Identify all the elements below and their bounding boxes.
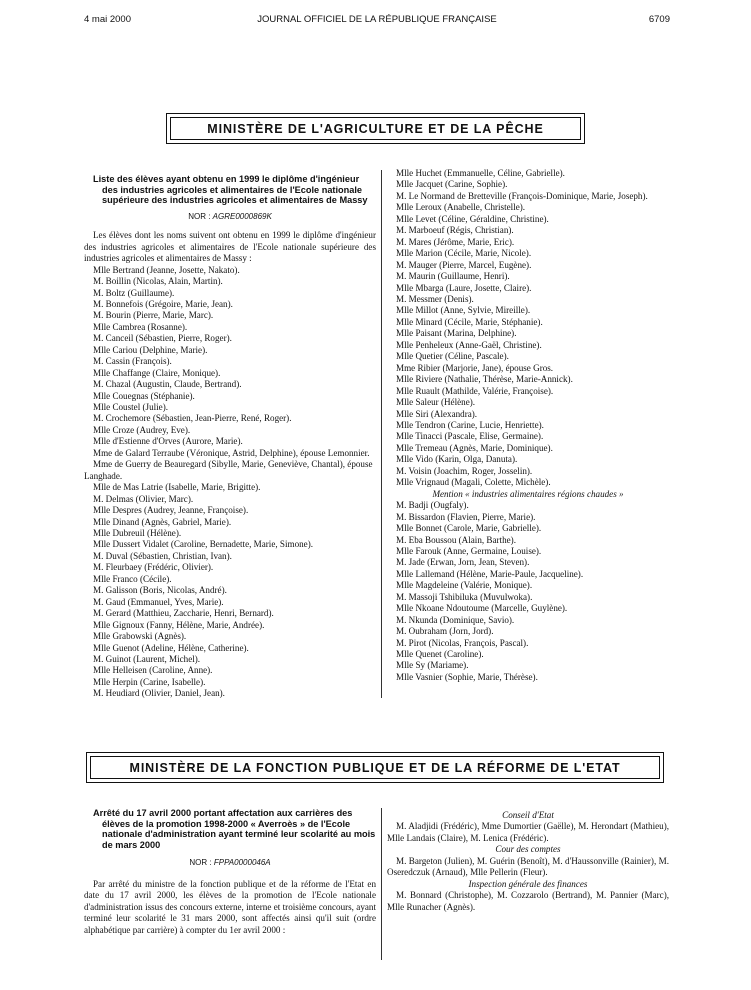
list-item: Mme de Guerry de Beauregard (Sibylle, Marie, Geneviève, Chantal), épouse Langhade. — [84, 459, 373, 481]
list-item: Mlle Jacquet (Carine, Sophie). — [396, 179, 508, 190]
nor-code: AGRE0000869K — [212, 211, 272, 221]
decree1-nor — [84, 211, 376, 222]
list-item: M. Voisin (Joachim, Roger, Josselin). — [396, 465, 533, 476]
section-heading: Cour des comptes — [495, 844, 561, 855]
list-item: M. Heudiard (Olivier, Daniel, Jean). — [93, 688, 225, 699]
nor-code: FPPA0000046A — [213, 858, 271, 868]
ministry-title: MINISTÈRE DE L'AGRICULTURE ET DE LA PÊCHE — [170, 117, 581, 140]
list-item: M. Bonnefois (Grégoire, Marie, Jean). — [93, 298, 233, 309]
list-item: Mlle Croze (Audrey, Eve). — [93, 424, 191, 435]
mention-name-list — [387, 500, 669, 683]
list-item: Mlle Dussert Vidalet (Caroline, Bernadette, Marie, Simone). — [93, 539, 314, 550]
section-heading: Inspection générale des finances — [468, 878, 588, 889]
list-item: M. Mauger (Pierre, Marcel, Eugène). — [396, 259, 532, 270]
list-item: Mlle Lallemand (Hélène, Marie-Paule, Jacqueline). — [396, 568, 584, 579]
decree2-right-column — [387, 810, 669, 913]
decree2-intro: Par arrêté du ministre de la fonction publique et de la réforme de l'Etat en date du 17 avril 2000, les élèves de la promotion de l'Ecole nationale d'administration issus des concours externe, interne et troisième concours, ayant terminé leur scolarité le 31 mars 2000, sont affectés ainsi qu'il suit (ordre alphabétique par carrière) à compter du 1er avril 2000 : — [84, 878, 376, 935]
list-item: M. Guinot (Laurent, Michel). — [93, 654, 201, 664]
right-name-list — [387, 168, 669, 489]
list-item: Mlle Despres (Audrey, Jeanne, Françoise). — [93, 505, 249, 516]
list-item: M. Boillin (Nicolas, Alain, Martin). — [93, 276, 223, 287]
list-item: Mlle Helleisen (Caroline, Anne). — [93, 665, 213, 676]
decree2-left-column — [84, 808, 376, 936]
list-item: Mlle Saleur (Hélène). — [396, 397, 476, 408]
list-item: Mlle Vido (Karin, Olga, Danuta). — [396, 454, 518, 465]
nor-label: NOR : — [189, 858, 212, 868]
list-item: Mlle Magdeleine (Valérie, Monique). — [396, 580, 533, 591]
list-item: Mlle Quetier (Céline, Pascale). — [396, 351, 509, 362]
column-divider — [381, 808, 382, 960]
column-divider — [381, 170, 382, 698]
list-item: Mlle Dubreuil (Hélène). — [93, 528, 182, 539]
list-item: Mlle Tinacci (Pascale, Elise, Germaine). — [396, 431, 544, 442]
decree2-title: Arrêté du 17 avril 2000 portant affectation aux carrières des élèves de la promotion 1998-2000 « Averroès » de l'Ecole nationale d'administration ayant terminé leur scolarité au mois de mars 2000 — [93, 808, 376, 850]
running-header — [84, 14, 670, 28]
ministry-fonction-publique-heading — [86, 752, 664, 783]
list-item: Mlle Huchet (Emmanuelle, Céline, Gabrielle). — [396, 168, 565, 178]
list-item: Mlle Quenet (Caroline). — [396, 649, 484, 660]
decree1-left-column — [84, 174, 376, 700]
list-item: M. Messmer (Denis). — [396, 293, 474, 304]
list-item: M. Bissardon (Flavien, Pierre, Marie). — [396, 511, 536, 522]
list-item: M. Delmas (Olivier, Marc). — [93, 493, 194, 504]
list-item: M. Gerard (Matthieu, Zaccharie, Henri, Bernard). — [93, 608, 274, 619]
list-item: M. Fleurbaey (Frédéric, Olivier). — [93, 562, 214, 573]
list-item: Mlle Riviere (Nathalie, Thérèse, Marie-Annick). — [396, 374, 573, 385]
list-item: M. Le Normand de Bretteville (François-Dominique, Marie, Joseph). — [396, 190, 648, 201]
list-item: M. Jade (Erwan, Jorn, Jean, Steven). — [396, 557, 530, 568]
list-item: Mlle Grabowski (Agnès). — [93, 631, 187, 642]
nor-label: NOR : — [188, 211, 211, 221]
list-item: M. Canceil (Sébastien, Pierre, Roger). — [93, 333, 232, 344]
list-item: Mlle Bertrand (Jeanne, Josette, Nakato). — [93, 264, 240, 275]
list-item: Mlle Penheleux (Anne-Gaël, Christine). — [396, 339, 542, 350]
list-item: M. Boltz (Guillaume). — [93, 287, 175, 298]
list-item: M. Crochemore (Sébastien, Jean-Pierre, René, Roger). — [93, 413, 292, 424]
list-item: Mlle Marion (Cécile, Marie, Nicole). — [396, 248, 532, 259]
list-item: Mlle Franco (Cécile). — [93, 573, 172, 584]
list-item: M. Eba Boussou (Alain, Barthe). — [396, 534, 516, 545]
list-item: Mlle Herpin (Carine, Isabelle). — [93, 676, 206, 687]
list-item: Mlle Cariou (Delphine, Marie). — [93, 344, 208, 355]
list-item: Mlle Couegnas (Stéphanie). — [93, 390, 195, 401]
list-item: M. Bourin (Pierre, Marie, Marc). — [93, 310, 214, 321]
list-item: Mlle Coustel (Julie). — [93, 402, 169, 413]
decree1-title: Liste des élèves ayant obtenu en 1999 le diplôme d'ingénieur des industries agricoles et alimentaires de l'Ecole nationale supérieure des industries agricoles et alimentaires de Massy — [93, 174, 368, 206]
list-item: M. Gaud (Emmanuel, Yves, Marie). — [93, 596, 224, 607]
issue-date: 4 mai 2000 — [84, 14, 132, 25]
list-item: M. Mares (Jérôme, Marie, Eric). — [396, 236, 515, 247]
list-item: Mlle d'Estienne d'Orves (Aurore, Marie). — [93, 436, 243, 447]
list-item: Mlle Guenot (Adeline, Hélène, Catherine). — [93, 642, 249, 653]
section-heading: Conseil d'Etat — [502, 810, 554, 820]
list-item: M. Marboeuf (Régis, Christian). — [396, 225, 514, 236]
list-item: Mlle Siri (Alexandra). — [396, 408, 478, 419]
ministry-title: MINISTÈRE DE LA FONCTION PUBLIQUE ET DE LA RÉFORME DE L'ETAT — [90, 756, 660, 779]
list-item: M. Chazal (Augustin, Claude, Bertrand). — [93, 379, 242, 390]
mention-heading: Mention « industries alimentaires régions chaudes » — [432, 488, 624, 499]
list-item: Mlle Chaffange (Claire, Monique). — [93, 367, 221, 378]
list-item: M. Maurin (Guillaume, Henri). — [396, 271, 510, 282]
list-item: M. Cassin (François). — [93, 356, 172, 367]
section-text: M. Aladjidi (Frédéric), Mme Dumortier (Gaëlle), M. Herondart (Mathieu), Mlle Landais (Claire), M. Lenica (Frédéric). — [387, 821, 669, 843]
list-item: Mlle Millot (Anne, Sylvie, Mireille). — [396, 305, 531, 316]
list-item: Mlle Minard (Cécile, Marie, Stéphanie). — [396, 316, 543, 327]
ministry-agriculture-heading — [166, 113, 585, 144]
list-item: Mlle Leroux (Anabelle, Christelle). — [396, 202, 526, 213]
journal-title: JOURNAL OFFICIEL DE LA RÉPUBLIQUE FRANÇAISE — [257, 14, 497, 25]
list-item: Mlle Vrignaud (Magali, Colette, Michèle). — [396, 477, 551, 488]
list-item: Mlle Farouk (Anne, Germaine, Louise). — [396, 545, 542, 556]
list-item: M. Galisson (Boris, Nicolas, André). — [93, 585, 227, 596]
list-item: Mlle Cambrea (Rosanne). — [93, 321, 188, 332]
list-item: Mme Ribier (Marjorie, Jane), épouse Gros. — [396, 362, 554, 373]
section-text: M. Bargeton (Julien), M. Guérin (Benoît), M. d'Haussonville (Rainier), M. Oseredczuk (Arnaud), Mlle Pellerin (Fleur). — [387, 855, 669, 878]
list-item: Mlle Dinand (Agnès, Gabriel, Marie). — [93, 516, 232, 527]
list-item: M. Massoji Tshibiluka (Muvulwoka). — [396, 591, 533, 602]
list-item: M. Badji (Ougfaly). — [396, 500, 469, 511]
list-item: Mlle Bonnet (Carole, Marie, Gabrielle). — [396, 523, 542, 534]
list-item: Mlle Mbarga (Laure, Josette, Claire). — [396, 282, 532, 293]
list-item: M. Duval (Sébastien, Christian, Ivan). — [93, 550, 232, 561]
decree1-intro: Les élèves dont les noms suivent ont obtenu en 1999 le diplôme d'ingénieur des industries agricoles et alimentaires de l'Ecole nationale supérieure des industries agricoles et alimentaires de Massy : — [84, 230, 376, 264]
list-item: Mlle Sy (Mariame). — [396, 660, 469, 671]
left-name-list — [84, 265, 376, 700]
list-item: Mlle Levet (Céline, Géraldine, Christine). — [396, 213, 549, 224]
page-number: 6709 — [648, 14, 670, 25]
list-item: M. Nkunda (Dominique, Savio). — [396, 614, 515, 625]
list-item: M. Pirot (Nicolas, François, Pascal). — [396, 637, 529, 648]
section-text: M. Bonnard (Christophe), M. Cozzarolo (Bertrand), M. Pannier (Marc), Mlle Runacher (Agnès). — [387, 890, 669, 912]
list-item: Mlle Vasnier (Sophie, Marie, Thérèse). — [396, 671, 538, 682]
list-item: Mlle Ruault (Mathilde, Valérie, Françoise). — [396, 385, 554, 396]
list-item: Mlle Paisant (Marina, Delphine). — [396, 328, 517, 339]
list-item: Mme de Galard Terraube (Véronique, Astrid, Delphine), épouse Lemonnier. — [93, 447, 370, 458]
list-item: Mlle Gignoux (Fanny, Hélène, Marie, Andrée). — [93, 619, 265, 630]
list-item: Mlle Tremeau (Agnès, Marie, Dominique). — [396, 442, 553, 453]
list-item: Mlle de Mas Latrie (Isabelle, Marie, Brigitte). — [93, 482, 261, 493]
list-item: Mlle Tendron (Carine, Lucie, Henriette). — [396, 419, 544, 430]
decree1-right-column — [387, 168, 669, 683]
list-item: Mlle Nkoane Ndoutoume (Marcelle, Guylène). — [396, 603, 568, 614]
decree2-nor — [84, 857, 376, 868]
list-item: M. Oubraham (Jorn, Jord). — [396, 626, 494, 637]
